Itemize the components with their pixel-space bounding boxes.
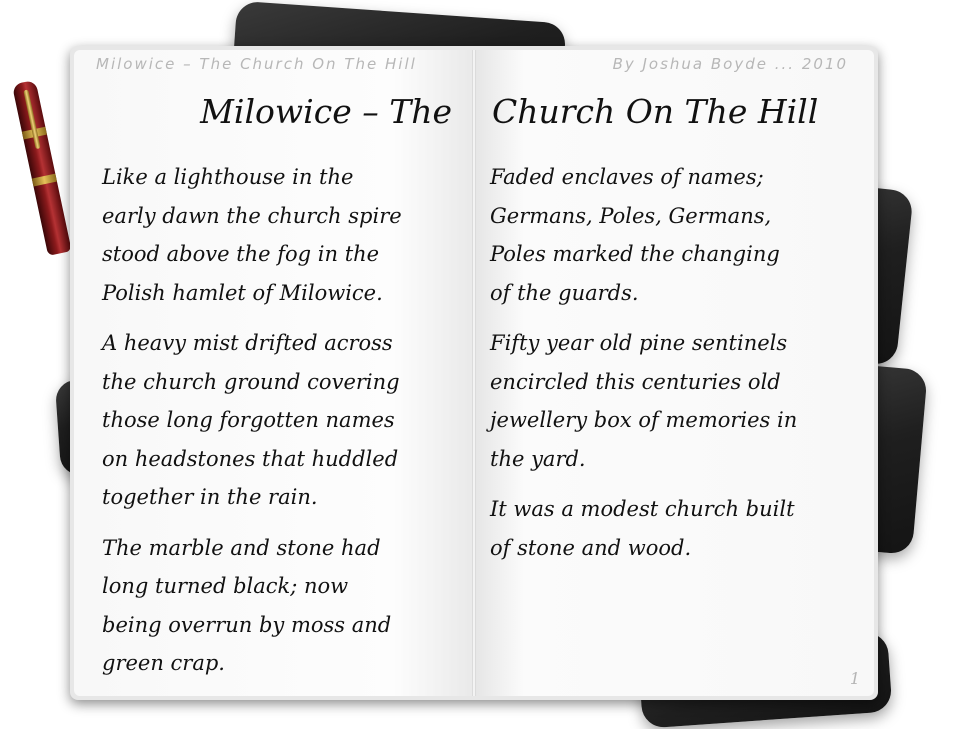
- text-line: A heavy mist drifted across: [102, 331, 393, 355]
- text-line: on headstones that huddled: [102, 446, 399, 471]
- text-line: encircled this centuries old: [490, 369, 781, 394]
- text-line: The marble and stone had: [102, 535, 381, 560]
- left-page: [74, 50, 474, 696]
- text-line: Germans, Poles, Germans,: [490, 203, 772, 228]
- stanza: [490, 490, 850, 567]
- stanza: [102, 324, 447, 517]
- running-header-right: By Joshua Boyde ... 2010: [612, 55, 848, 73]
- text-line: early dawn the church spire: [102, 203, 402, 228]
- text-line: long turned black; now: [102, 574, 349, 598]
- stanza: [102, 529, 447, 683]
- text-line: Poles marked the changing: [490, 242, 780, 266]
- text-line: together in the rain.: [102, 485, 318, 509]
- text-line: of stone and wood.: [490, 535, 692, 560]
- title-right-part: Church On The Hill: [492, 92, 819, 131]
- text-line: It was a modest church built: [490, 497, 795, 521]
- right-page: [476, 50, 874, 696]
- text-line: of the guards.: [490, 280, 639, 305]
- right-page-text: [490, 158, 850, 579]
- text-line: stood above the fog in the: [102, 242, 380, 266]
- left-page-text: [102, 158, 447, 695]
- text-line: the yard.: [490, 446, 586, 471]
- open-book: [70, 46, 878, 700]
- stanza: [490, 158, 850, 312]
- text-line: Polish hamlet of Milowice.: [102, 280, 383, 305]
- title-left-part: Milowice – The: [200, 92, 452, 131]
- text-line: Fifty year old pine sentinels: [490, 331, 788, 355]
- stanza: [102, 158, 447, 312]
- running-header-left: Milowice – The Church On The Hill: [96, 55, 417, 73]
- stanza: [490, 324, 850, 478]
- text-line: green crap.: [102, 651, 225, 675]
- text-line: those long forgotten names: [102, 408, 395, 432]
- text-line: being overrun by moss and: [102, 612, 392, 637]
- page-number: 1: [849, 669, 860, 688]
- text-line: Faded enclaves of names;: [490, 165, 764, 189]
- text-line: jewellery box of memories in: [490, 408, 798, 432]
- text-line: the church ground covering: [102, 369, 400, 394]
- text-line: Like a lighthouse in the: [102, 165, 354, 189]
